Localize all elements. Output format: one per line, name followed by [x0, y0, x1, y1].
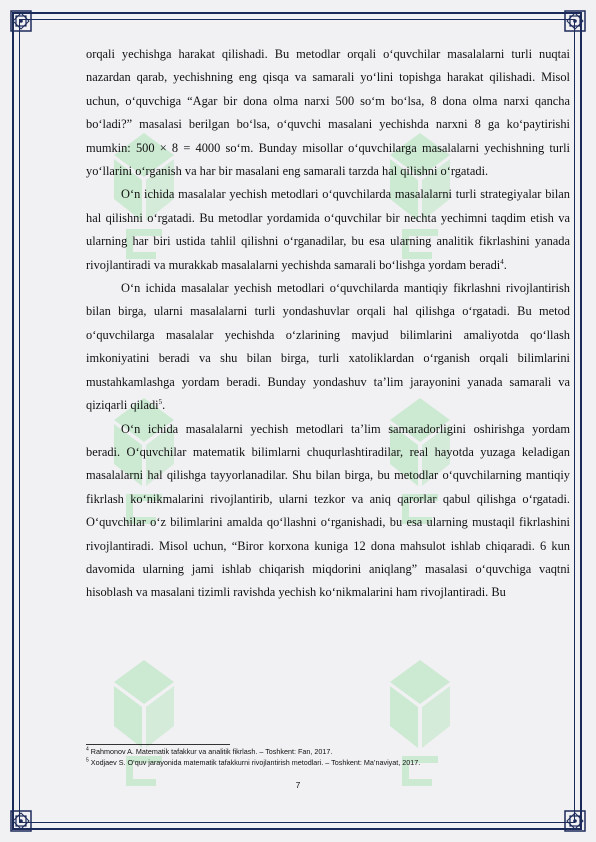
footnote-item: [86, 758, 546, 769]
paragraph-text: O‘n ichida masalalar yechish metodlari o‘quvchilarda mantiqiy fikrlashni rivojlantirish bilan birga, ularni masalalarni turli yondashuvlar orqali hal qilishga o‘rgatadi. Bu metod o‘quvchilarga masalalar yechishda o‘zlarining mavjud bilimlarini amaliyotda qo‘llash imkoniyatini beradi va shu bilan birga, turli xatoliklardan o‘rganish orqali bilimlarini mustahkamlashga yordam beradi. Bunday yondashuv ta’lim jarayonini yanada samarali va qiziqarli qiladi: [86, 281, 570, 413]
paragraph-1: [86, 43, 570, 183]
footnote-item: [86, 747, 546, 758]
paragraph-2: [86, 183, 570, 277]
footnotes: [86, 747, 546, 768]
footnote-ref[interactable]: 4: [500, 257, 504, 266]
paragraph-text: O‘n ichida masalalarni yechish metodlari ta’lim samaradorligini oshirishga yordam beradi. O‘quvchilar matematik bilimlarni chuqurlashtiradilar, real hayotda yuzaga keladigan masalalarni hal qilishga tayyorlanadilar. Shu bilan birga, bu metodlar o‘quvchilarning mantiqiy fikrlash ko‘nikmalarini rivojlantirib, ularni tezkor va aniq qarorlar qabul qilishga o‘rgatadi. O‘quvchilar o‘z bilimlarini amalda qo‘llashni o‘rganishadi, bu esa ularning mustaqil fikrlashini rivojlantiradi. Misol uchun, “Biror korxona kuniga 12 dona mahsulot ishlab chiqaradi. 6 kun davomida ularning jami ishlab chiqarish miqdorini aniqlang” masalasi o‘quvchiga vaqtni hisoblash va masalani tizimli ravishda yechish ko‘nikmalarini ham rivojlantiradi. Bu: [86, 421, 570, 600]
ornament-corner-icon: [562, 808, 588, 834]
cube-logo-watermark: [104, 652, 184, 802]
footnote-ref[interactable]: 5: [158, 397, 163, 406]
footnote-text: Xodjaev S. O‘quv jarayonida matematik tafakkurni rivojlantirish metodlari. – Toshkent: Ma’naviyat, 2017.: [88, 757, 421, 767]
ornament-corner-icon: [562, 8, 588, 34]
paragraph-3: [86, 277, 570, 417]
ornament-corner-icon: [8, 808, 34, 834]
footnote-text: Rahmonov A. Matematik tafakkur va analitik fikrlash. – Toshkent: Fan, 2017.: [88, 747, 333, 756]
paragraph-4: [86, 418, 570, 605]
footnote-number: 4: [86, 746, 89, 753]
footnote-divider: [86, 744, 230, 745]
footnote-number: 5: [86, 757, 89, 764]
paragraph-end: .: [162, 398, 166, 413]
page-number: 7: [295, 780, 301, 790]
ornament-corner-icon: [8, 8, 34, 34]
paragraph-end: .: [503, 257, 507, 272]
paragraph-text: orqali yechishga harakat qilishadi. Bu metodlar orqali o‘quvchilar masalalarni turli nuqtai nazardan qarab, yechishning eng qisqa va samarali yo‘lini topishga harakat qilishadi. Misol uchun, o‘quvchiga “Agar bir dona olma narxi 500 so‘m bo‘lsa, 8 dona olma narxi qancha bo‘ladi?” masalasi berilgan bo‘lsa, o‘quvchi masalani yechishda narxni 8 ga ko‘paytirishi mumkin: 500 × 8 = 4000 so‘m. Bunday misollar o‘quvchilarga masalalarni yechishning turli yo‘llarini o‘rganish va har bir masalani eng samarali tarzda hal qilishni o‘rgatadi.: [86, 47, 570, 179]
cube-logo-watermark: [380, 652, 460, 802]
page-body: [86, 43, 570, 605]
paragraph-text: O‘n ichida masalalar yechish metodlari o‘quvchilarda masalalarni turli strategiyalar bilan hal qilishni o‘rgatadi. Bu metodlar yordamida o‘quvchilar bir nechta yechimni taqdim etish va ularning har biri ustida tahlil qilishni o‘rganadilar, bu esa ularning analitik fikrlashini yanada rivojlantiradi va murakkab masalalarni yechishda samarali bo‘lishga yordam beradi: [86, 187, 570, 272]
